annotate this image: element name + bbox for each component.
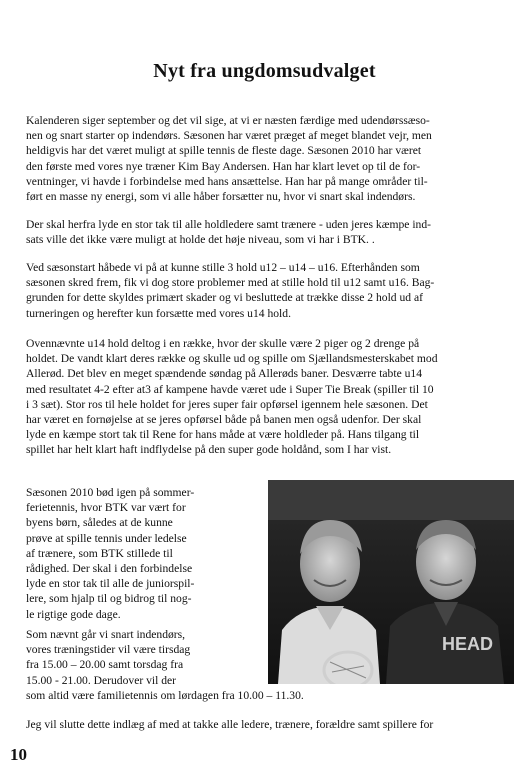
text-line: Som nævnt går vi snart indendørs, xyxy=(26,628,186,641)
text-line: sats ville det ikke være muligt at holde det høje niveau, som vi har i BTK. . xyxy=(26,233,375,247)
text-line: Jeg vil slutte dette indlæg af med at takke alle ledere, trænere, forældre samt spillere for xyxy=(26,718,434,731)
paragraph-summer-tennis xyxy=(26,485,262,622)
text-line: vores træningstider vil være tirsdag xyxy=(26,643,191,657)
text-line: har været en fornøjelse at se jeres opførsel både på banen men også udenfor. Der skal xyxy=(26,413,422,427)
photo-two-players xyxy=(268,480,514,684)
text-line: lere, som hjalp til og bidrog til nog- xyxy=(26,592,192,606)
text-line: fra 15.00 – 20.00 samt torsdag fra xyxy=(26,658,184,672)
text-line: den første med vores nye træner Kim Bay Andersen. Han har klart levet op til de for- xyxy=(26,159,421,173)
text-line: Ovennævnte u14 hold deltog i en række, hvor der skulle være 2 piger og 2 drenge på xyxy=(26,337,420,350)
paragraph-intro xyxy=(26,113,510,204)
page-number: 10 xyxy=(10,745,27,764)
text-line: spillet har helt klart haft indflydelse på den super gode holdånd, som I har vist. xyxy=(26,443,392,457)
text-line: 15.00 - 21.00. Derudover vil der xyxy=(26,673,177,687)
text-line: sæsonen skred frem, fik vi dog store problemer med at stille hold til u12 samt u16. Bag- xyxy=(26,276,435,290)
text-line: prøve at spille tennis under ledelse xyxy=(26,531,187,545)
text-line: Allerød. Det blev en meget spændende søndag på Allerøds baner. Desværre tabte u14 xyxy=(26,367,423,381)
text-line: lyde en stor tak til alle de juniorspil- xyxy=(26,577,195,591)
text-line: ferietennis, hvor BTK var vært for xyxy=(26,501,186,515)
text-line: nen og snart starter op indendørs. Sæsonen har været præget af meget blandet vejr, men xyxy=(26,129,432,143)
text-line: holdet. De vandt klart deres række og skulle ud og spille om Sjællandsmesterskabet mod xyxy=(26,352,438,366)
text-line: af trænere, som BTK stillede til xyxy=(26,546,173,560)
text-line: Ved sæsonstart håbede vi på at kunne stille 3 hold u12 – u14 – u16. Efterhånden som xyxy=(26,261,420,274)
text-line: rådighed. Der skal i den forbindelse xyxy=(26,562,193,576)
paragraph-thanks xyxy=(26,217,510,247)
text-line: grunden for dette skyldes primært skader og vi besluttede at trække disse 2 hold ud af xyxy=(26,291,424,305)
text-line: Der skal herfra lyde en stor tak til alle holdledere samt trænere - uden jeres kæmpe ind- xyxy=(26,218,431,231)
text-line: som altid være familietennis om lørdagen fra 10.00 – 11.30. xyxy=(26,688,304,702)
text-line: Sæsonen 2010 bød igen på sommer- xyxy=(26,486,195,499)
photo-brand-text: HEAD xyxy=(442,634,494,654)
text-line: lyde en kæmpe stort tak til Rene for hans måde at være holdleder på. Hans tilgang til xyxy=(26,428,420,442)
text-line: med resultatet 4-2 efter at3 af kampene havde været ude i Super Tie Break (spiller til 10 xyxy=(26,382,434,396)
text-line: i 3 sæt). Stor ros til hele holdet for jeres super fair opførsel igennem hele sæsonen. Det xyxy=(26,397,428,411)
text-line: ventninger, vi havde i forbindelse med hans ansættelse. Han har på mange områder til- xyxy=(26,174,428,188)
text-line: ført en masse ny energi, som vi alle håber forsætter nu, hvor vi snart skal indendørs. xyxy=(26,190,416,204)
text-line: turneringen og herefter kun forsætte med vores u14 hold. xyxy=(26,306,291,320)
text-line: le rigtige gode dage. xyxy=(26,607,121,621)
text-line: Kalenderen siger september og det vil sige, at vi er næsten færdige med udendørssæso- xyxy=(26,114,430,127)
article-title: Nyt fra ungdomsudvalget xyxy=(153,60,376,82)
photo-illustration xyxy=(268,480,514,684)
paragraph-closing xyxy=(26,717,510,732)
text-line: byens børn, således at de kunne xyxy=(26,516,173,530)
paragraph-season-start xyxy=(26,260,510,321)
text-line: heldigvis har det været muligt at spille tennis de fleste dage. Sæsonen 2010 har været xyxy=(26,144,422,158)
paragraph-u14-team xyxy=(26,336,510,458)
